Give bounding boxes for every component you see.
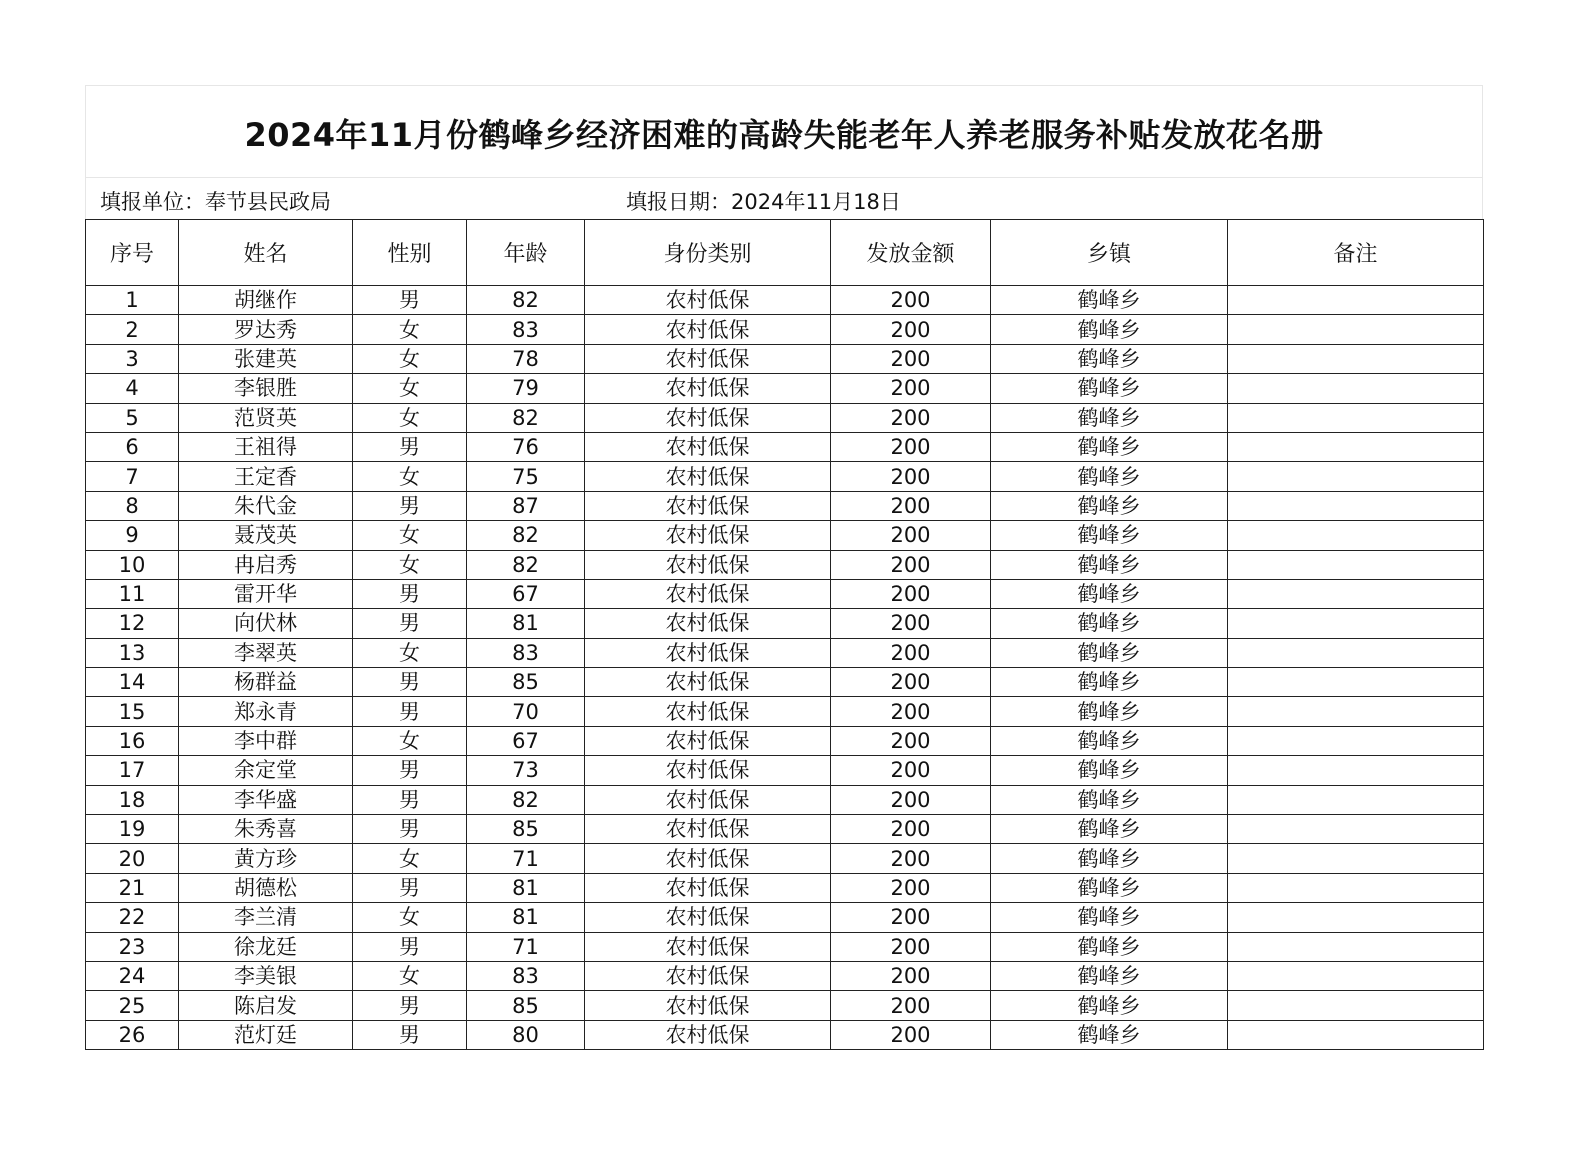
cell-identity-type: 农村低保 bbox=[585, 462, 831, 491]
column-header-remarks: 备注 bbox=[1228, 220, 1484, 286]
column-header-name: 姓名 bbox=[179, 220, 353, 286]
cell-age: 71 bbox=[467, 932, 585, 961]
cell-name: 李银胜 bbox=[179, 374, 353, 403]
cell-seq: 2 bbox=[86, 315, 179, 344]
cell-amount: 200 bbox=[831, 815, 991, 844]
cell-age: 81 bbox=[467, 903, 585, 932]
cell-remarks bbox=[1228, 903, 1484, 932]
cell-age: 82 bbox=[467, 550, 585, 579]
cell-amount: 200 bbox=[831, 609, 991, 638]
cell-name: 王定香 bbox=[179, 462, 353, 491]
table-row bbox=[86, 344, 1484, 373]
table-row bbox=[86, 638, 1484, 667]
cell-gender: 男 bbox=[353, 491, 467, 520]
cell-remarks bbox=[1228, 462, 1484, 491]
cell-seq: 23 bbox=[86, 932, 179, 961]
cell-gender: 男 bbox=[353, 286, 467, 315]
cell-seq: 20 bbox=[86, 844, 179, 873]
cell-remarks bbox=[1228, 932, 1484, 961]
cell-identity-type: 农村低保 bbox=[585, 844, 831, 873]
cell-identity-type: 农村低保 bbox=[585, 579, 831, 608]
cell-name: 郑永青 bbox=[179, 697, 353, 726]
cell-amount: 200 bbox=[831, 756, 991, 785]
table-row bbox=[86, 932, 1484, 961]
cell-seq: 21 bbox=[86, 873, 179, 902]
table-row bbox=[86, 697, 1484, 726]
cell-age: 81 bbox=[467, 609, 585, 638]
cell-seq: 26 bbox=[86, 1020, 179, 1049]
table-row bbox=[86, 579, 1484, 608]
cell-amount: 200 bbox=[831, 961, 991, 990]
cell-age: 71 bbox=[467, 844, 585, 873]
cell-identity-type: 农村低保 bbox=[585, 638, 831, 667]
cell-identity-type: 农村低保 bbox=[585, 550, 831, 579]
cell-remarks bbox=[1228, 344, 1484, 373]
cell-remarks bbox=[1228, 961, 1484, 990]
reporting-date-label: 填报日期： bbox=[626, 190, 731, 214]
cell-identity-type: 农村低保 bbox=[585, 697, 831, 726]
cell-gender: 女 bbox=[353, 726, 467, 755]
reporting-unit-value: 奉节县民政局 bbox=[205, 190, 331, 214]
cell-seq: 18 bbox=[86, 785, 179, 814]
cell-amount: 200 bbox=[831, 932, 991, 961]
cell-amount: 200 bbox=[831, 579, 991, 608]
cell-identity-type: 农村低保 bbox=[585, 315, 831, 344]
column-header-seq: 序号 bbox=[86, 220, 179, 286]
cell-identity-type: 农村低保 bbox=[585, 491, 831, 520]
cell-name: 朱秀喜 bbox=[179, 815, 353, 844]
cell-seq: 19 bbox=[86, 815, 179, 844]
cell-township: 鹤峰乡 bbox=[991, 873, 1228, 902]
cell-identity-type: 农村低保 bbox=[585, 961, 831, 990]
cell-age: 67 bbox=[467, 726, 585, 755]
table-row bbox=[86, 1020, 1484, 1049]
cell-identity-type: 农村低保 bbox=[585, 932, 831, 961]
cell-township: 鹤峰乡 bbox=[991, 668, 1228, 697]
cell-identity-type: 农村低保 bbox=[585, 903, 831, 932]
cell-name: 朱代金 bbox=[179, 491, 353, 520]
table-row bbox=[86, 374, 1484, 403]
reporting-date-value: 2024年11月18日 bbox=[731, 190, 901, 214]
cell-name: 范贤英 bbox=[179, 403, 353, 432]
cell-remarks bbox=[1228, 432, 1484, 461]
cell-seq: 11 bbox=[86, 579, 179, 608]
cell-age: 87 bbox=[467, 491, 585, 520]
cell-name: 黄方珍 bbox=[179, 844, 353, 873]
cell-identity-type: 农村低保 bbox=[585, 521, 831, 550]
cell-gender: 女 bbox=[353, 403, 467, 432]
cell-remarks bbox=[1228, 756, 1484, 785]
cell-seq: 8 bbox=[86, 491, 179, 520]
table-body bbox=[86, 286, 1484, 1050]
cell-age: 81 bbox=[467, 873, 585, 902]
cell-seq: 24 bbox=[86, 961, 179, 990]
header-row bbox=[86, 220, 1484, 286]
cell-remarks bbox=[1228, 697, 1484, 726]
cell-gender: 女 bbox=[353, 374, 467, 403]
cell-identity-type: 农村低保 bbox=[585, 286, 831, 315]
cell-identity-type: 农村低保 bbox=[585, 991, 831, 1020]
cell-name: 李美银 bbox=[179, 961, 353, 990]
column-header-age: 年龄 bbox=[467, 220, 585, 286]
cell-remarks bbox=[1228, 1020, 1484, 1049]
cell-identity-type: 农村低保 bbox=[585, 668, 831, 697]
cell-amount: 200 bbox=[831, 638, 991, 667]
cell-seq: 12 bbox=[86, 609, 179, 638]
column-header-gender: 性别 bbox=[353, 220, 467, 286]
cell-township: 鹤峰乡 bbox=[991, 815, 1228, 844]
cell-gender: 男 bbox=[353, 579, 467, 608]
cell-remarks bbox=[1228, 286, 1484, 315]
cell-gender: 女 bbox=[353, 344, 467, 373]
table-row bbox=[86, 491, 1484, 520]
info-row bbox=[85, 177, 1483, 219]
cell-amount: 200 bbox=[831, 432, 991, 461]
cell-gender: 男 bbox=[353, 1020, 467, 1049]
cell-name: 李中群 bbox=[179, 726, 353, 755]
table-row bbox=[86, 609, 1484, 638]
cell-gender: 男 bbox=[353, 609, 467, 638]
cell-age: 73 bbox=[467, 756, 585, 785]
cell-seq: 14 bbox=[86, 668, 179, 697]
cell-township: 鹤峰乡 bbox=[991, 344, 1228, 373]
cell-age: 70 bbox=[467, 697, 585, 726]
cell-gender: 女 bbox=[353, 844, 467, 873]
cell-name: 胡继作 bbox=[179, 286, 353, 315]
cell-amount: 200 bbox=[831, 873, 991, 902]
cell-name: 徐龙廷 bbox=[179, 932, 353, 961]
cell-identity-type: 农村低保 bbox=[585, 873, 831, 902]
table-row bbox=[86, 315, 1484, 344]
cell-seq: 10 bbox=[86, 550, 179, 579]
cell-seq: 4 bbox=[86, 374, 179, 403]
cell-seq: 22 bbox=[86, 903, 179, 932]
cell-age: 80 bbox=[467, 1020, 585, 1049]
cell-amount: 200 bbox=[831, 991, 991, 1020]
cell-age: 85 bbox=[467, 815, 585, 844]
cell-name: 范灯廷 bbox=[179, 1020, 353, 1049]
cell-amount: 200 bbox=[831, 462, 991, 491]
cell-amount: 200 bbox=[831, 844, 991, 873]
cell-amount: 200 bbox=[831, 785, 991, 814]
cell-amount: 200 bbox=[831, 286, 991, 315]
cell-remarks bbox=[1228, 873, 1484, 902]
cell-township: 鹤峰乡 bbox=[991, 756, 1228, 785]
cell-gender: 男 bbox=[353, 873, 467, 902]
cell-name: 李华盛 bbox=[179, 785, 353, 814]
cell-seq: 5 bbox=[86, 403, 179, 432]
cell-remarks bbox=[1228, 550, 1484, 579]
cell-name: 罗达秀 bbox=[179, 315, 353, 344]
cell-amount: 200 bbox=[831, 521, 991, 550]
cell-amount: 200 bbox=[831, 726, 991, 755]
cell-township: 鹤峰乡 bbox=[991, 609, 1228, 638]
cell-township: 鹤峰乡 bbox=[991, 1020, 1228, 1049]
cell-name: 向伏林 bbox=[179, 609, 353, 638]
cell-age: 82 bbox=[467, 521, 585, 550]
cell-age: 82 bbox=[467, 286, 585, 315]
cell-amount: 200 bbox=[831, 403, 991, 432]
reporting-unit bbox=[100, 186, 331, 216]
cell-age: 82 bbox=[467, 403, 585, 432]
table-row bbox=[86, 903, 1484, 932]
cell-township: 鹤峰乡 bbox=[991, 462, 1228, 491]
cell-amount: 200 bbox=[831, 668, 991, 697]
cell-amount: 200 bbox=[831, 315, 991, 344]
table-row bbox=[86, 815, 1484, 844]
cell-age: 75 bbox=[467, 462, 585, 491]
cell-remarks bbox=[1228, 638, 1484, 667]
table-row bbox=[86, 432, 1484, 461]
cell-gender: 女 bbox=[353, 903, 467, 932]
cell-seq: 13 bbox=[86, 638, 179, 667]
cell-identity-type: 农村低保 bbox=[585, 785, 831, 814]
table-row bbox=[86, 403, 1484, 432]
cell-remarks bbox=[1228, 374, 1484, 403]
cell-gender: 男 bbox=[353, 815, 467, 844]
cell-age: 85 bbox=[467, 991, 585, 1020]
table-row bbox=[86, 785, 1484, 814]
cell-name: 聂茂英 bbox=[179, 521, 353, 550]
cell-name: 陈启发 bbox=[179, 991, 353, 1020]
roster-sheet bbox=[85, 85, 1483, 1050]
reporting-date bbox=[626, 186, 901, 216]
table-row bbox=[86, 961, 1484, 990]
column-header-amount: 发放金额 bbox=[831, 220, 991, 286]
cell-township: 鹤峰乡 bbox=[991, 697, 1228, 726]
cell-name: 张建英 bbox=[179, 344, 353, 373]
cell-remarks bbox=[1228, 726, 1484, 755]
cell-township: 鹤峰乡 bbox=[991, 403, 1228, 432]
table-row bbox=[86, 550, 1484, 579]
cell-amount: 200 bbox=[831, 697, 991, 726]
table-row bbox=[86, 726, 1484, 755]
cell-township: 鹤峰乡 bbox=[991, 785, 1228, 814]
cell-township: 鹤峰乡 bbox=[991, 521, 1228, 550]
cell-remarks bbox=[1228, 991, 1484, 1020]
cell-remarks bbox=[1228, 491, 1484, 520]
table-row bbox=[86, 844, 1484, 873]
cell-township: 鹤峰乡 bbox=[991, 726, 1228, 755]
cell-seq: 6 bbox=[86, 432, 179, 461]
table-row bbox=[86, 521, 1484, 550]
cell-gender: 男 bbox=[353, 932, 467, 961]
cell-seq: 15 bbox=[86, 697, 179, 726]
cell-seq: 17 bbox=[86, 756, 179, 785]
cell-remarks bbox=[1228, 668, 1484, 697]
cell-gender: 女 bbox=[353, 315, 467, 344]
cell-gender: 男 bbox=[353, 432, 467, 461]
cell-identity-type: 农村低保 bbox=[585, 726, 831, 755]
table-row bbox=[86, 668, 1484, 697]
cell-remarks bbox=[1228, 521, 1484, 550]
cell-name: 余定堂 bbox=[179, 756, 353, 785]
cell-identity-type: 农村低保 bbox=[585, 374, 831, 403]
cell-name: 李翠英 bbox=[179, 638, 353, 667]
cell-gender: 女 bbox=[353, 961, 467, 990]
cell-township: 鹤峰乡 bbox=[991, 579, 1228, 608]
cell-remarks bbox=[1228, 815, 1484, 844]
cell-name: 雷开华 bbox=[179, 579, 353, 608]
cell-township: 鹤峰乡 bbox=[991, 638, 1228, 667]
document-title: 2024年11月份鹤峰乡经济困难的高龄失能老年人养老服务补贴发放花名册 bbox=[244, 115, 1324, 154]
cell-identity-type: 农村低保 bbox=[585, 815, 831, 844]
cell-gender: 女 bbox=[353, 521, 467, 550]
cell-township: 鹤峰乡 bbox=[991, 432, 1228, 461]
cell-name: 王祖得 bbox=[179, 432, 353, 461]
cell-identity-type: 农村低保 bbox=[585, 756, 831, 785]
cell-identity-type: 农村低保 bbox=[585, 432, 831, 461]
column-header-identity-type: 身份类别 bbox=[585, 220, 831, 286]
cell-remarks bbox=[1228, 579, 1484, 608]
cell-seq: 1 bbox=[86, 286, 179, 315]
table-row bbox=[86, 991, 1484, 1020]
cell-age: 83 bbox=[467, 638, 585, 667]
title-box bbox=[85, 85, 1483, 177]
cell-name: 杨群益 bbox=[179, 668, 353, 697]
cell-seq: 16 bbox=[86, 726, 179, 755]
cell-township: 鹤峰乡 bbox=[991, 315, 1228, 344]
cell-gender: 男 bbox=[353, 668, 467, 697]
table-row bbox=[86, 462, 1484, 491]
table-row bbox=[86, 286, 1484, 315]
cell-township: 鹤峰乡 bbox=[991, 991, 1228, 1020]
cell-age: 85 bbox=[467, 668, 585, 697]
cell-township: 鹤峰乡 bbox=[991, 932, 1228, 961]
cell-gender: 女 bbox=[353, 550, 467, 579]
cell-name: 李兰清 bbox=[179, 903, 353, 932]
cell-identity-type: 农村低保 bbox=[585, 344, 831, 373]
cell-gender: 女 bbox=[353, 462, 467, 491]
cell-seq: 9 bbox=[86, 521, 179, 550]
cell-age: 83 bbox=[467, 315, 585, 344]
cell-seq: 25 bbox=[86, 991, 179, 1020]
cell-gender: 男 bbox=[353, 991, 467, 1020]
cell-township: 鹤峰乡 bbox=[991, 961, 1228, 990]
reporting-unit-label: 填报单位： bbox=[100, 190, 205, 214]
cell-township: 鹤峰乡 bbox=[991, 491, 1228, 520]
cell-age: 78 bbox=[467, 344, 585, 373]
cell-township: 鹤峰乡 bbox=[991, 550, 1228, 579]
cell-township: 鹤峰乡 bbox=[991, 844, 1228, 873]
table-row bbox=[86, 756, 1484, 785]
cell-remarks bbox=[1228, 844, 1484, 873]
cell-seq: 7 bbox=[86, 462, 179, 491]
column-header-township: 乡镇 bbox=[991, 220, 1228, 286]
cell-age: 76 bbox=[467, 432, 585, 461]
cell-township: 鹤峰乡 bbox=[991, 286, 1228, 315]
cell-remarks bbox=[1228, 403, 1484, 432]
cell-gender: 男 bbox=[353, 756, 467, 785]
cell-age: 79 bbox=[467, 374, 585, 403]
table-row bbox=[86, 873, 1484, 902]
cell-amount: 200 bbox=[831, 550, 991, 579]
cell-gender: 男 bbox=[353, 697, 467, 726]
cell-remarks bbox=[1228, 785, 1484, 814]
cell-age: 82 bbox=[467, 785, 585, 814]
cell-seq: 3 bbox=[86, 344, 179, 373]
cell-name: 胡德松 bbox=[179, 873, 353, 902]
cell-township: 鹤峰乡 bbox=[991, 374, 1228, 403]
cell-amount: 200 bbox=[831, 374, 991, 403]
cell-identity-type: 农村低保 bbox=[585, 403, 831, 432]
cell-amount: 200 bbox=[831, 344, 991, 373]
cell-amount: 200 bbox=[831, 1020, 991, 1049]
cell-gender: 男 bbox=[353, 785, 467, 814]
cell-age: 67 bbox=[467, 579, 585, 608]
cell-remarks bbox=[1228, 609, 1484, 638]
roster-table bbox=[85, 219, 1484, 1050]
cell-identity-type: 农村低保 bbox=[585, 609, 831, 638]
cell-amount: 200 bbox=[831, 491, 991, 520]
cell-age: 83 bbox=[467, 961, 585, 990]
cell-remarks bbox=[1228, 315, 1484, 344]
cell-name: 冉启秀 bbox=[179, 550, 353, 579]
cell-identity-type: 农村低保 bbox=[585, 1020, 831, 1049]
cell-gender: 女 bbox=[353, 638, 467, 667]
cell-amount: 200 bbox=[831, 903, 991, 932]
cell-township: 鹤峰乡 bbox=[991, 903, 1228, 932]
